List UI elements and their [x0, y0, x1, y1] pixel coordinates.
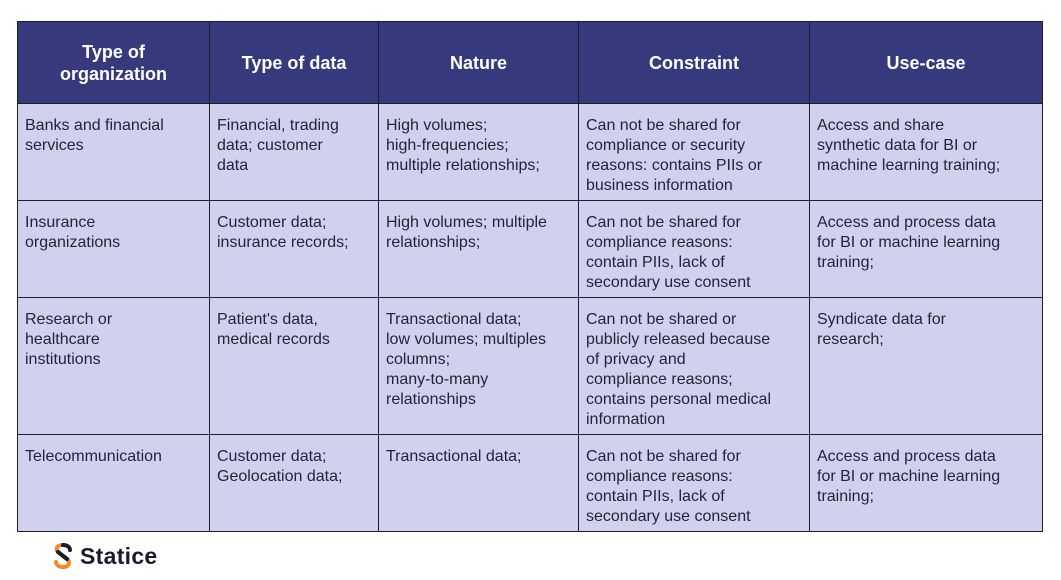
table-header-row: [18, 22, 1043, 104]
table-row: [18, 298, 1043, 435]
table-row: [18, 201, 1043, 298]
cell-use-case: Syndicate data for research;: [810, 298, 1043, 435]
cell-nature: Transactional data;: [379, 435, 579, 532]
table-row: [18, 104, 1043, 201]
header-type-of-data: Type of data: [210, 22, 379, 104]
brand-logo: [52, 541, 158, 571]
cell-constraint: Can not be shared or publicly released because of privacy and compliance reasons; contains personal medical information: [579, 298, 810, 435]
cell-use-case: Access and share synthetic data for BI or machine learning training;: [810, 104, 1043, 201]
cell-constraint: Can not be shared for compliance reasons: contain PIIs, lack of secondary use consent: [579, 435, 810, 532]
cell-nature: High volumes; multiple relationships;: [379, 201, 579, 298]
cell-type-of-data: Customer data; insurance records;: [210, 201, 379, 298]
header-type-of-organization: Type of organization: [18, 22, 210, 104]
cell-nature: Transactional data; low volumes; multiples columns; many-to-many relationships: [379, 298, 579, 435]
cell-organization: Insurance organizations: [18, 201, 210, 298]
header-constraint: Constraint: [579, 22, 810, 104]
header-use-case: Use-case: [810, 22, 1043, 104]
cell-nature: High volumes; high-frequencies; multiple relationships;: [379, 104, 579, 201]
comparison-table: [17, 21, 1043, 532]
header-nature: Nature: [379, 22, 579, 104]
cell-organization: Research or healthcare institutions: [18, 298, 210, 435]
cell-use-case: Access and process data for BI or machine learning training;: [810, 435, 1043, 532]
cell-type-of-data: Patient's data, medical records: [210, 298, 379, 435]
table-row: [18, 435, 1043, 532]
cell-type-of-data: Customer data; Geolocation data;: [210, 435, 379, 532]
cell-use-case: Access and process data for BI or machine learning training;: [810, 201, 1043, 298]
brand-name: Statice: [80, 542, 158, 569]
cell-constraint: Can not be shared for compliance reasons: contain PIIs, lack of secondary use consent: [579, 201, 810, 298]
statice-logo-icon: [52, 543, 74, 569]
cell-type-of-data: Financial, trading data; customer data: [210, 104, 379, 201]
cell-constraint: Can not be shared for compliance or security reasons: contains PIIs or business information: [579, 104, 810, 201]
cell-organization: Banks and financial services: [18, 104, 210, 201]
cell-organization: Telecommunication: [18, 435, 210, 532]
